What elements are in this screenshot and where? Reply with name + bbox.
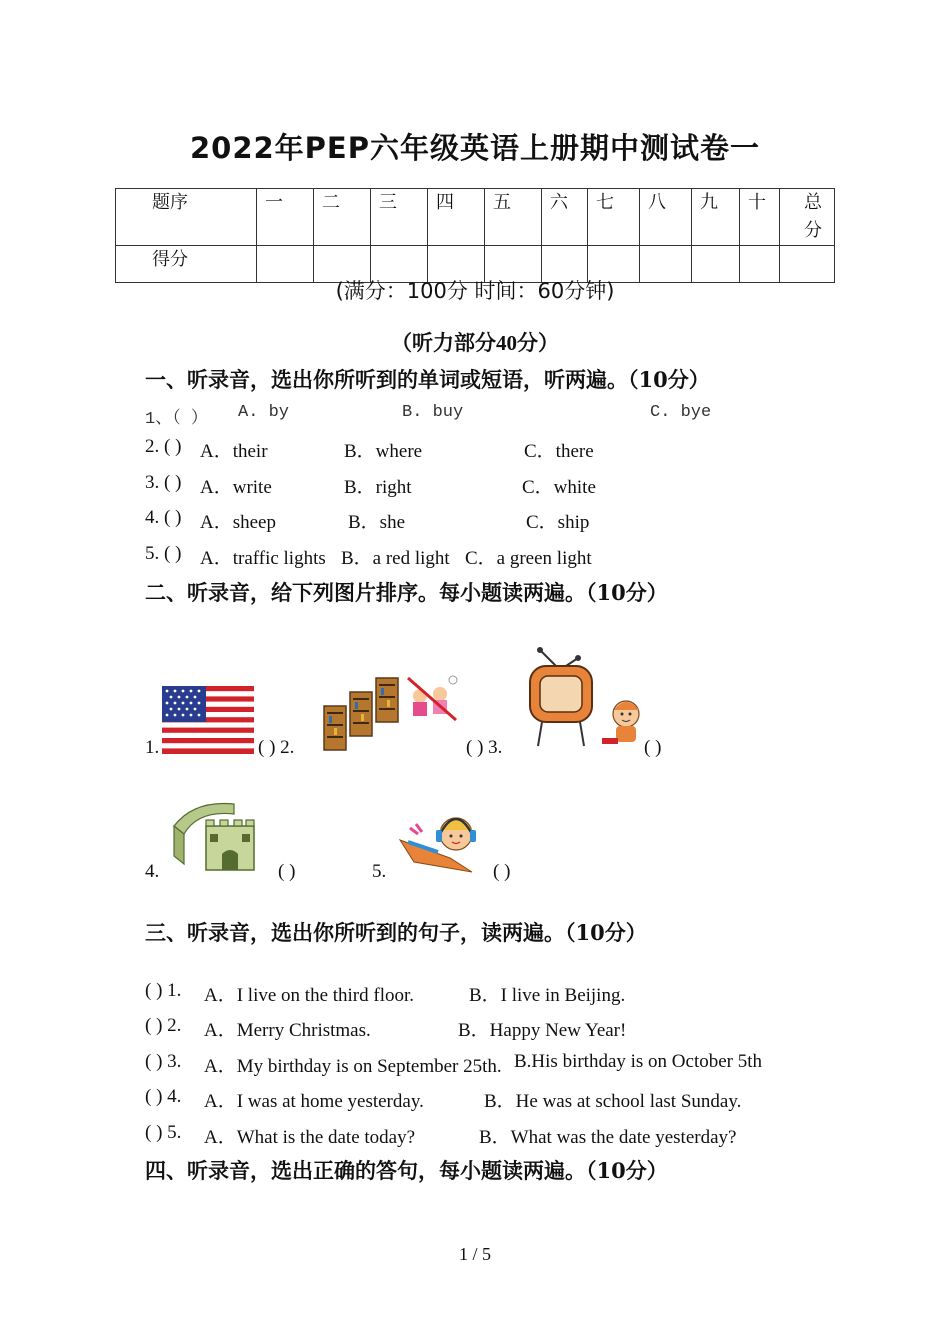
s1-item4-b[interactable]: B．she — [348, 512, 406, 533]
girl-headphones-icon — [396, 806, 482, 876]
s1-item2-b[interactable]: B．where — [344, 441, 423, 462]
s3-item2-a[interactable]: A．Merry Christmas. — [204, 1020, 371, 1041]
s1-item3-b[interactable]: B．right — [344, 477, 412, 498]
s2-label-5: 4. — [145, 861, 160, 882]
s1-item5-a[interactable]: A．traffic lights — [200, 548, 326, 569]
s1-item1-c[interactable]: C. bye — [650, 403, 712, 422]
s3-item4-num: ( ) 4. — [145, 1086, 182, 1107]
s1-item5-c[interactable]: C．a green light — [465, 548, 592, 569]
s2-label-7: 5. — [372, 861, 387, 882]
listening-header: （听力部分40分） — [391, 331, 559, 355]
s3-item4-b[interactable]: B．He was at school last Sunday. — [484, 1091, 742, 1112]
s1-item3-a[interactable]: A．write — [200, 477, 272, 498]
section3-heading: 三、听录音，选出你所听到的句子，读两遍。（10分） — [145, 920, 647, 945]
score-cell: 二 — [314, 189, 371, 246]
score-cell: 四 — [428, 189, 485, 246]
score-cell: 题序 — [116, 189, 257, 246]
score-cell: 五 — [485, 189, 542, 246]
s2-label-4: ( ) — [644, 737, 662, 758]
score-cell: 得分 — [116, 246, 257, 283]
s2-label-2: ( ) 2. — [258, 737, 295, 758]
section1-heading: 一、听录音，选出你所听到的单词或短语，听两遍。（10分） — [145, 367, 710, 392]
score-cell: 六 — [542, 189, 588, 246]
s1-item4-num: 4. ( ) — [145, 507, 182, 528]
s1-item5-num: 5. ( ) — [145, 543, 182, 564]
s3-item3-b[interactable]: B.His birthday is on October 5th — [514, 1051, 763, 1072]
page-title: 2022年PEP六年级英语上册期中测试卷一 — [189, 131, 761, 165]
bookshelves-no-talking-icon — [320, 672, 465, 754]
score-cell: 一 — [257, 189, 314, 246]
great-wall-icon — [170, 796, 260, 874]
s3-item5-b[interactable]: B．What was the date yesterday? — [479, 1127, 737, 1148]
s1-item4-c[interactable]: C．ship — [526, 512, 590, 533]
s1-item2-a[interactable]: A．their — [200, 441, 268, 462]
s3-item1-num: ( ) 1. — [145, 980, 182, 1001]
score-cell: 九 — [692, 189, 740, 246]
s1-item1-b[interactable]: B. buy — [402, 403, 464, 422]
s3-item1-a[interactable]: A．I live on the third floor. — [204, 985, 415, 1006]
s1-item3-num: 3. ( ) — [145, 472, 182, 493]
score-cell: 三 — [371, 189, 428, 246]
s3-item2-b[interactable]: B．Happy New Year! — [458, 1020, 627, 1041]
s2-label-1: 1. — [145, 737, 160, 758]
s3-item5-a[interactable]: A．What is the date today? — [204, 1127, 416, 1148]
s1-item5-b[interactable]: B．a red light — [341, 548, 450, 569]
score-cell: 总分 — [780, 189, 835, 246]
s1-item1-a[interactable]: A. by — [238, 403, 290, 422]
page-number: 1 / 5 — [458, 1244, 491, 1264]
s1-item1-num: 1、（ ） — [145, 410, 208, 429]
tv-boy-icon — [526, 646, 646, 754]
score-cell: 八 — [640, 189, 692, 246]
s3-item2-num: ( ) 2. — [145, 1015, 182, 1036]
s1-item4-a[interactable]: A．sheep — [200, 512, 276, 533]
score-table-header-row — [116, 189, 835, 246]
exam-subtitle: (满分：100分 时间：60分钟) — [335, 279, 615, 303]
s3-item5-num: ( ) 5. — [145, 1122, 182, 1143]
s3-item3-a[interactable]: A．My birthday is on September 25th. — [204, 1056, 502, 1077]
s3-item3-num: ( ) 3. — [145, 1051, 182, 1072]
s2-label-8: ( ) — [493, 861, 511, 882]
s1-item3-c[interactable]: C．white — [522, 477, 596, 498]
score-cell: 十 — [740, 189, 780, 246]
section4-heading: 四、听录音，选出正确的答句，每小题读两遍。（10分） — [145, 1158, 668, 1183]
s2-label-3: ( ) 3. — [466, 737, 503, 758]
s3-item4-a[interactable]: A．I was at home yesterday. — [204, 1091, 424, 1112]
s1-item2-num: 2. ( ) — [145, 436, 182, 457]
s2-label-6: ( ) — [278, 861, 296, 882]
section2-heading: 二、听录音，给下列图片排序。每小题读两遍。（10分） — [145, 580, 668, 605]
s3-item1-b[interactable]: B．I live in Beijing. — [469, 985, 626, 1006]
score-cell: 七 — [588, 189, 640, 246]
us-flag-icon — [162, 686, 254, 754]
s1-item2-c[interactable]: C．there — [524, 441, 594, 462]
score-table — [115, 188, 835, 283]
